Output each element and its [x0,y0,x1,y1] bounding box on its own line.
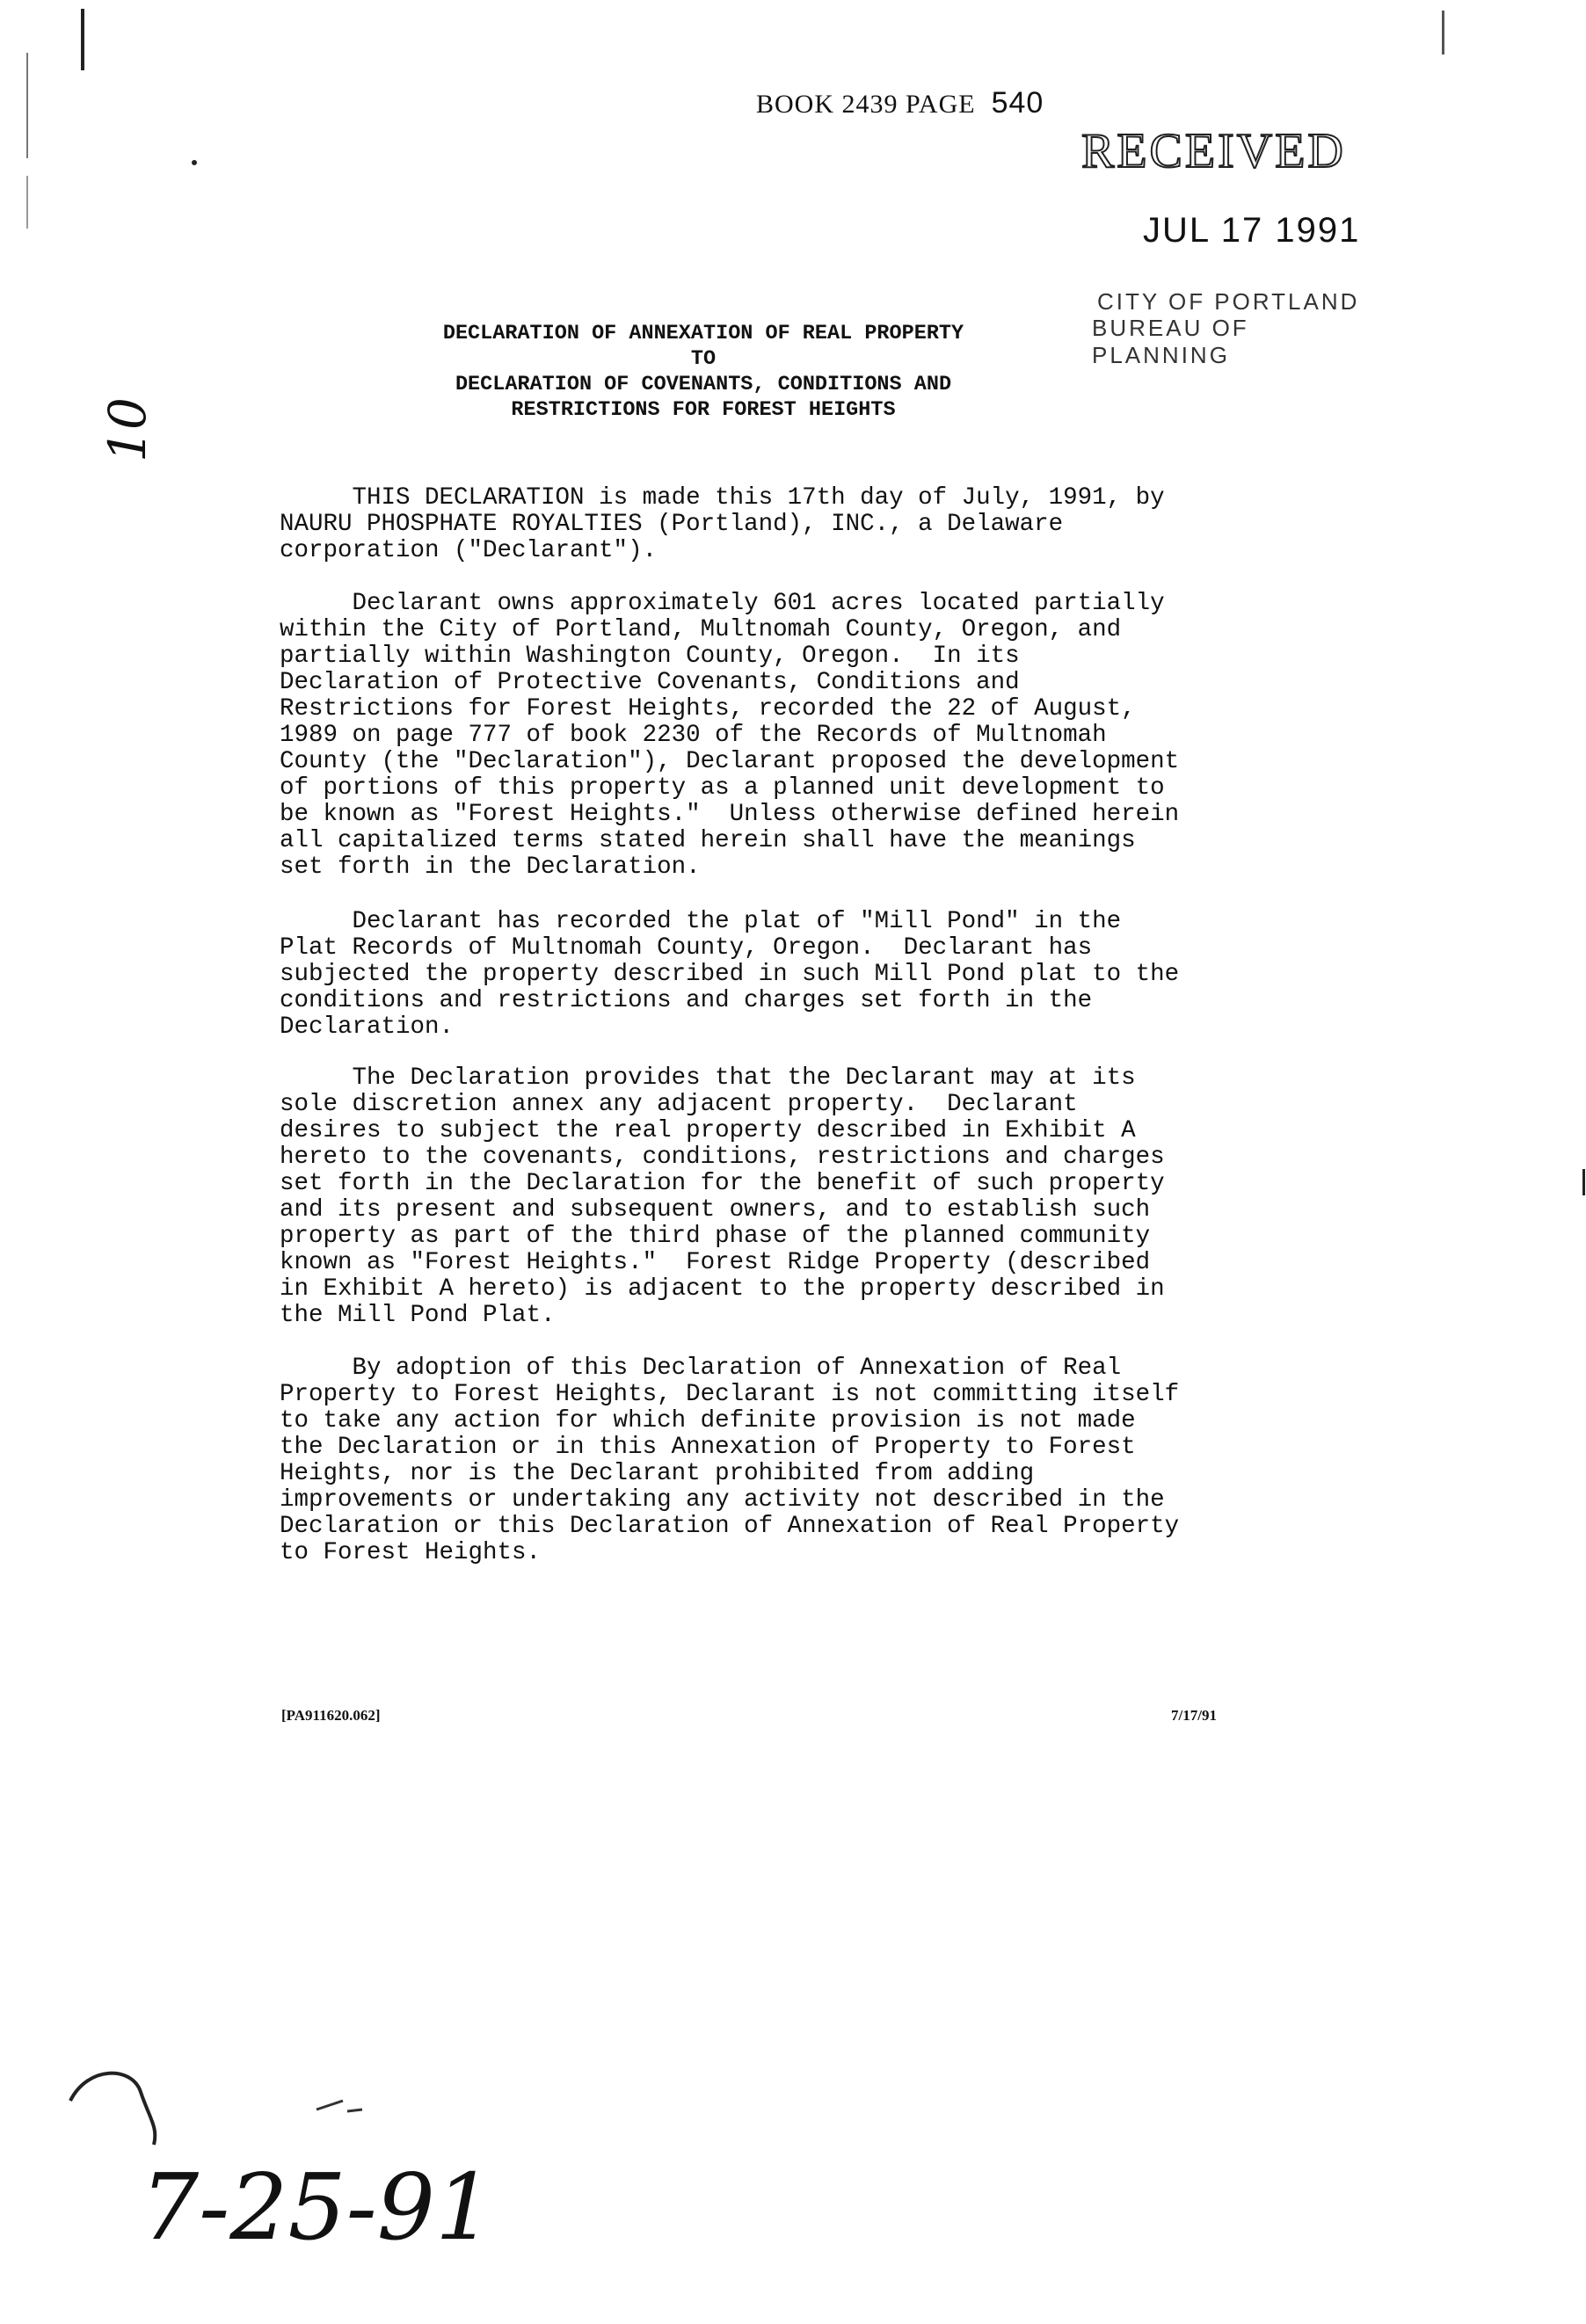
scan-mark [192,160,197,165]
footer-date: 7/17/91 [1171,1707,1217,1724]
paragraph-adoption: By adoption of this Declaration of Annexation of Real Property to Forest Heights, Declarant is not committing itself to take any action for which definite provision is not made the Declaration or in this Annexation of Property to Forest Heights, nor is the Declarant prohibited from adding improvements or undertaking any activity not described in the Declaration or this Declaration of Annexation of Real Property to Forest Heights. [280,1354,1180,1566]
document-code: [PA911620.062] [281,1707,381,1724]
scan-mark [26,176,28,229]
title-line-2: TO [690,347,717,371]
paragraph-mill-pond: Declarant has recorded the plat of "Mill Pond" in the Plat Records of Multnomah County, Oregon. Declarant has subjected the property described in such Mill Pond plat to the conditions and restrictions and charges set forth in the Declaration. [280,908,1180,1041]
scribble-mark [53,2048,510,2153]
scan-mark [81,9,84,70]
stamp-date: JUL 17 1991 [1143,211,1361,250]
handwritten-margin-note: 10 [97,397,157,462]
title-line-4: RESTRICTIONS FOR FOREST HEIGHTS [511,398,896,422]
stamp-city-line: CITY OF PORTLAND [1097,288,1360,315]
scan-mark [1442,11,1444,54]
scan-mark [1582,1169,1585,1195]
document-title [264,321,1143,423]
paragraph-ownership: Declarant owns approximately 601 acres located partially within the City of Portland, Multnomah County, Oregon, and partially within Washington County, Oregon. In its Declaration of Protective Covenants, Conditions and Restrictions for Forest Heights, recorded the 22 of August, 1989 on page 777 of book 2230 of the Records of Multnomah County (the "Declaration"), Declarant proposed the development of portions of this property as a planned unit development to be known as "Forest Heights." Unless otherwise defined herein all capitalized terms stated herein shall have the meanings set forth in the Declaration. [280,590,1180,881]
paragraph-preamble: THIS DECLARATION is made this 17th day of July, 1991, by NAURU PHOSPHATE ROYALTIES (Portland), INC., a Delaware corporation ("Declarant"). [280,484,1165,564]
book-page-reference [756,86,1044,120]
paragraph-annexation: The Declaration provides that the Declarant may at its sole discretion annex any adjacent property. Declarant desires to subject the real property described in Exhibit A hereto to the covenants, conditions, restrictions and charges set forth in the Declaration for the benefit of such property and its present and subsequent owners, and to establish such property as part of the third phase of the planned community known as "Forest Heights." Forest Ridge Property (described in Exhibit A hereto) is adjacent to the property described in the Mill Pond Plat. [280,1064,1165,1329]
title-line-3: DECLARATION OF COVENANTS, CONDITIONS AND [455,373,952,396]
page-number: 540 [991,86,1044,120]
received-stamp [1081,123,1380,368]
handwritten-date: 7-25-91 [141,2153,494,2261]
stamp-bureau-line: BUREAU OF PLANNING [1092,315,1249,368]
title-line-1: DECLARATION OF ANNEXATION OF REAL PROPERTY [442,322,964,345]
book-reference-text: BOOK 2439 PAGE [756,90,976,119]
scan-mark [26,53,28,158]
stamp-received-word: RECEIVED [1081,124,1346,178]
